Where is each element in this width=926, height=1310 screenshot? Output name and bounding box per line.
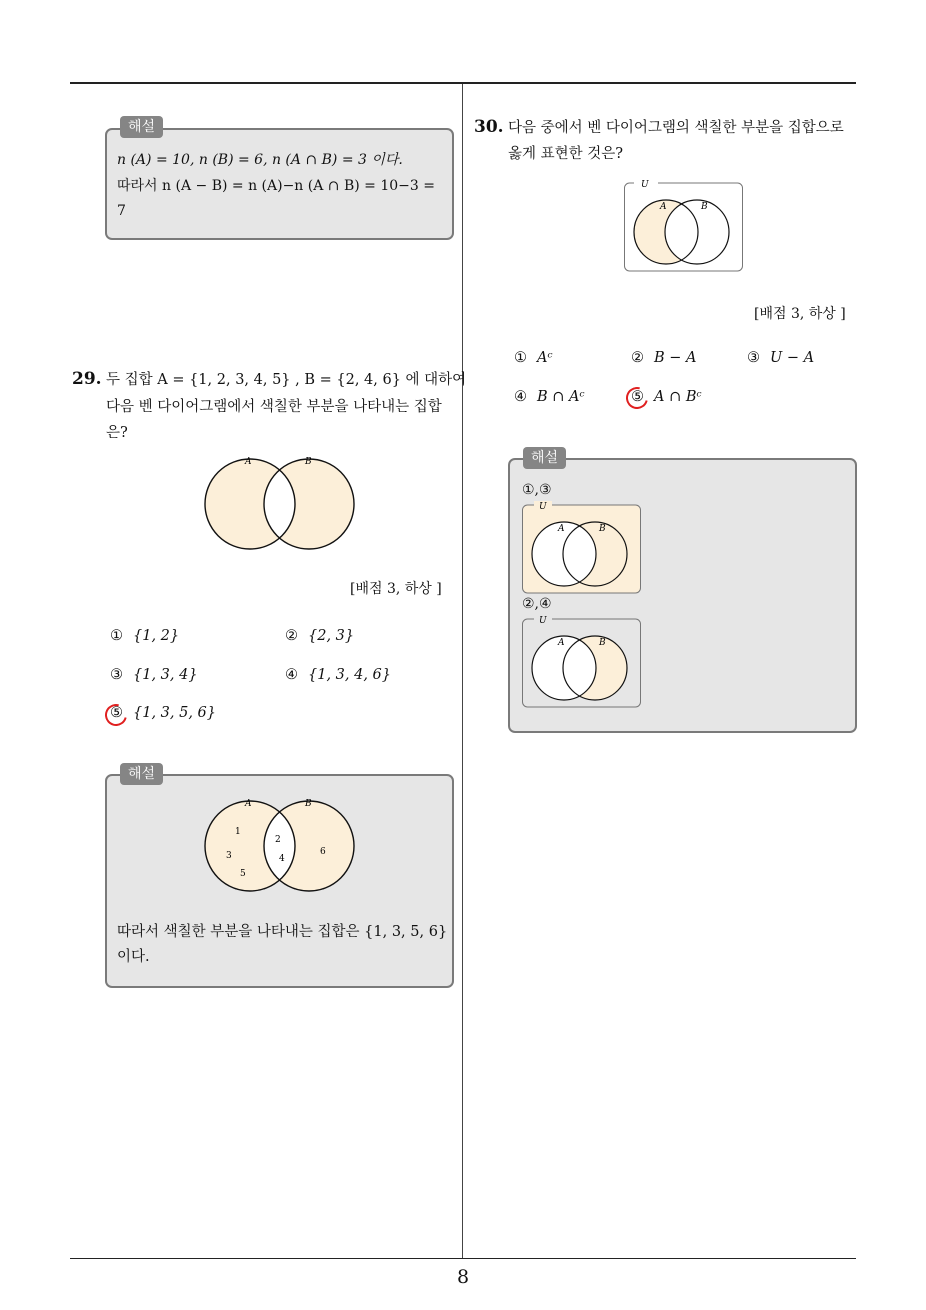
venn-diagram-solution-30-b bbox=[520, 612, 644, 710]
venn-label-b: B bbox=[701, 202, 708, 212]
venn-element: 4 bbox=[279, 854, 285, 864]
venn-label-a: A bbox=[558, 638, 565, 648]
venn-label-b: B bbox=[599, 524, 606, 534]
choice-mark: ⑤ bbox=[110, 705, 123, 721]
score-label: [배점 3, 하상 ] bbox=[754, 306, 846, 322]
choice-mark: ⑤ bbox=[631, 389, 644, 405]
choice-value: {2, 3} bbox=[308, 628, 355, 644]
solution-tag: 해설 bbox=[120, 763, 163, 785]
choice-mark: ③ bbox=[110, 667, 123, 683]
score-label: [배점 3, 하상 ] bbox=[350, 581, 442, 597]
venn-label-a: A bbox=[245, 799, 252, 809]
question-text: 은? bbox=[106, 425, 128, 441]
venn-diagram-30 bbox=[622, 176, 746, 274]
choice-1[interactable] bbox=[110, 628, 179, 644]
top-rule bbox=[70, 82, 856, 84]
choice-value: U − A bbox=[770, 350, 815, 366]
venn-label-a: A bbox=[660, 202, 667, 212]
choice-mark: ③ bbox=[747, 350, 760, 366]
venn-label-b: B bbox=[305, 457, 312, 467]
venn-element: 6 bbox=[320, 847, 326, 857]
question-number-29: 29. bbox=[72, 369, 102, 389]
venn-diagram-29 bbox=[195, 452, 365, 562]
bottom-rule bbox=[70, 1258, 856, 1259]
choice-value: Aᶜ bbox=[537, 350, 553, 366]
question-text: 다음 벤 다이어그램에서 색칠한 부분을 나타내는 집합 bbox=[106, 399, 442, 415]
choice-mark: ④ bbox=[285, 667, 298, 683]
venn-label-b: B bbox=[599, 638, 606, 648]
venn-label-a: A bbox=[558, 524, 565, 534]
choice-mark: ① bbox=[514, 350, 527, 366]
question-text: 다음 중에서 벤 다이어그램의 색칠한 부분을 집합으로 bbox=[508, 120, 844, 136]
choice-3[interactable] bbox=[110, 667, 198, 683]
solution-line: 따라서 n (A − B) = n (A)−n (A ∩ B) = 10−3 = bbox=[117, 178, 435, 194]
choice-value: B − A bbox=[654, 350, 697, 366]
solution-line: n (A) = 10, n (B) = 6, n (A ∩ B) = 3 이다. bbox=[117, 152, 403, 168]
question-text: 옳게 표현한 것은? bbox=[508, 146, 624, 162]
solution-tag: 해설 bbox=[120, 116, 163, 138]
choice-value: {1, 2} bbox=[133, 628, 180, 644]
choice-mark: ④ bbox=[514, 389, 527, 405]
choice-value: {1, 3, 4, 6} bbox=[308, 667, 392, 683]
solution-line: 7 bbox=[117, 203, 126, 219]
choice-3[interactable] bbox=[747, 350, 814, 366]
page-number: 8 bbox=[456, 1266, 470, 1288]
choice-mark: ② bbox=[631, 350, 644, 366]
solution-diagram-label: ②,④ bbox=[522, 596, 552, 612]
choice-value: {1, 3, 4} bbox=[133, 667, 198, 683]
venn-diagram-solution-30-a bbox=[520, 498, 644, 596]
choice-1[interactable] bbox=[514, 350, 553, 366]
venn-label-a: A bbox=[245, 457, 252, 467]
choice-mark: ① bbox=[110, 628, 123, 644]
solution-line: 따라서 색칠한 부분을 나타내는 집합은 {1, 3, 5, 6} bbox=[117, 924, 448, 940]
venn-diagram-solution-29 bbox=[195, 794, 365, 898]
venn-element: 2 bbox=[275, 835, 281, 845]
choice-4[interactable] bbox=[285, 667, 391, 683]
choice-value: A ∩ Bᶜ bbox=[654, 389, 702, 405]
venn-label-u: U bbox=[539, 616, 547, 626]
choice-mark: ② bbox=[285, 628, 298, 644]
venn-label-b: B bbox=[305, 799, 312, 809]
venn-label-u: U bbox=[641, 180, 649, 190]
venn-element: 1 bbox=[235, 827, 241, 837]
venn-element: 3 bbox=[226, 851, 232, 861]
venn-label-u: U bbox=[539, 502, 547, 512]
solution-diagram-label: ①,③ bbox=[522, 482, 552, 498]
venn-element: 5 bbox=[240, 869, 246, 879]
answer-circle-mark bbox=[622, 383, 652, 413]
choice-value: {1, 3, 5, 6} bbox=[133, 705, 217, 721]
question-text: 두 집합 A = {1, 2, 3, 4, 5} , B = {2, 4, 6} 에 대하여 bbox=[106, 372, 467, 388]
choice-value: B ∩ Aᶜ bbox=[537, 389, 585, 405]
solution-line: 이다. bbox=[117, 949, 150, 965]
column-divider bbox=[462, 84, 463, 1258]
solution-tag: 해설 bbox=[523, 447, 566, 469]
choice-2[interactable] bbox=[631, 350, 697, 366]
choice-4[interactable] bbox=[514, 389, 585, 405]
question-number-30: 30. bbox=[474, 117, 504, 137]
choice-2[interactable] bbox=[285, 628, 354, 644]
